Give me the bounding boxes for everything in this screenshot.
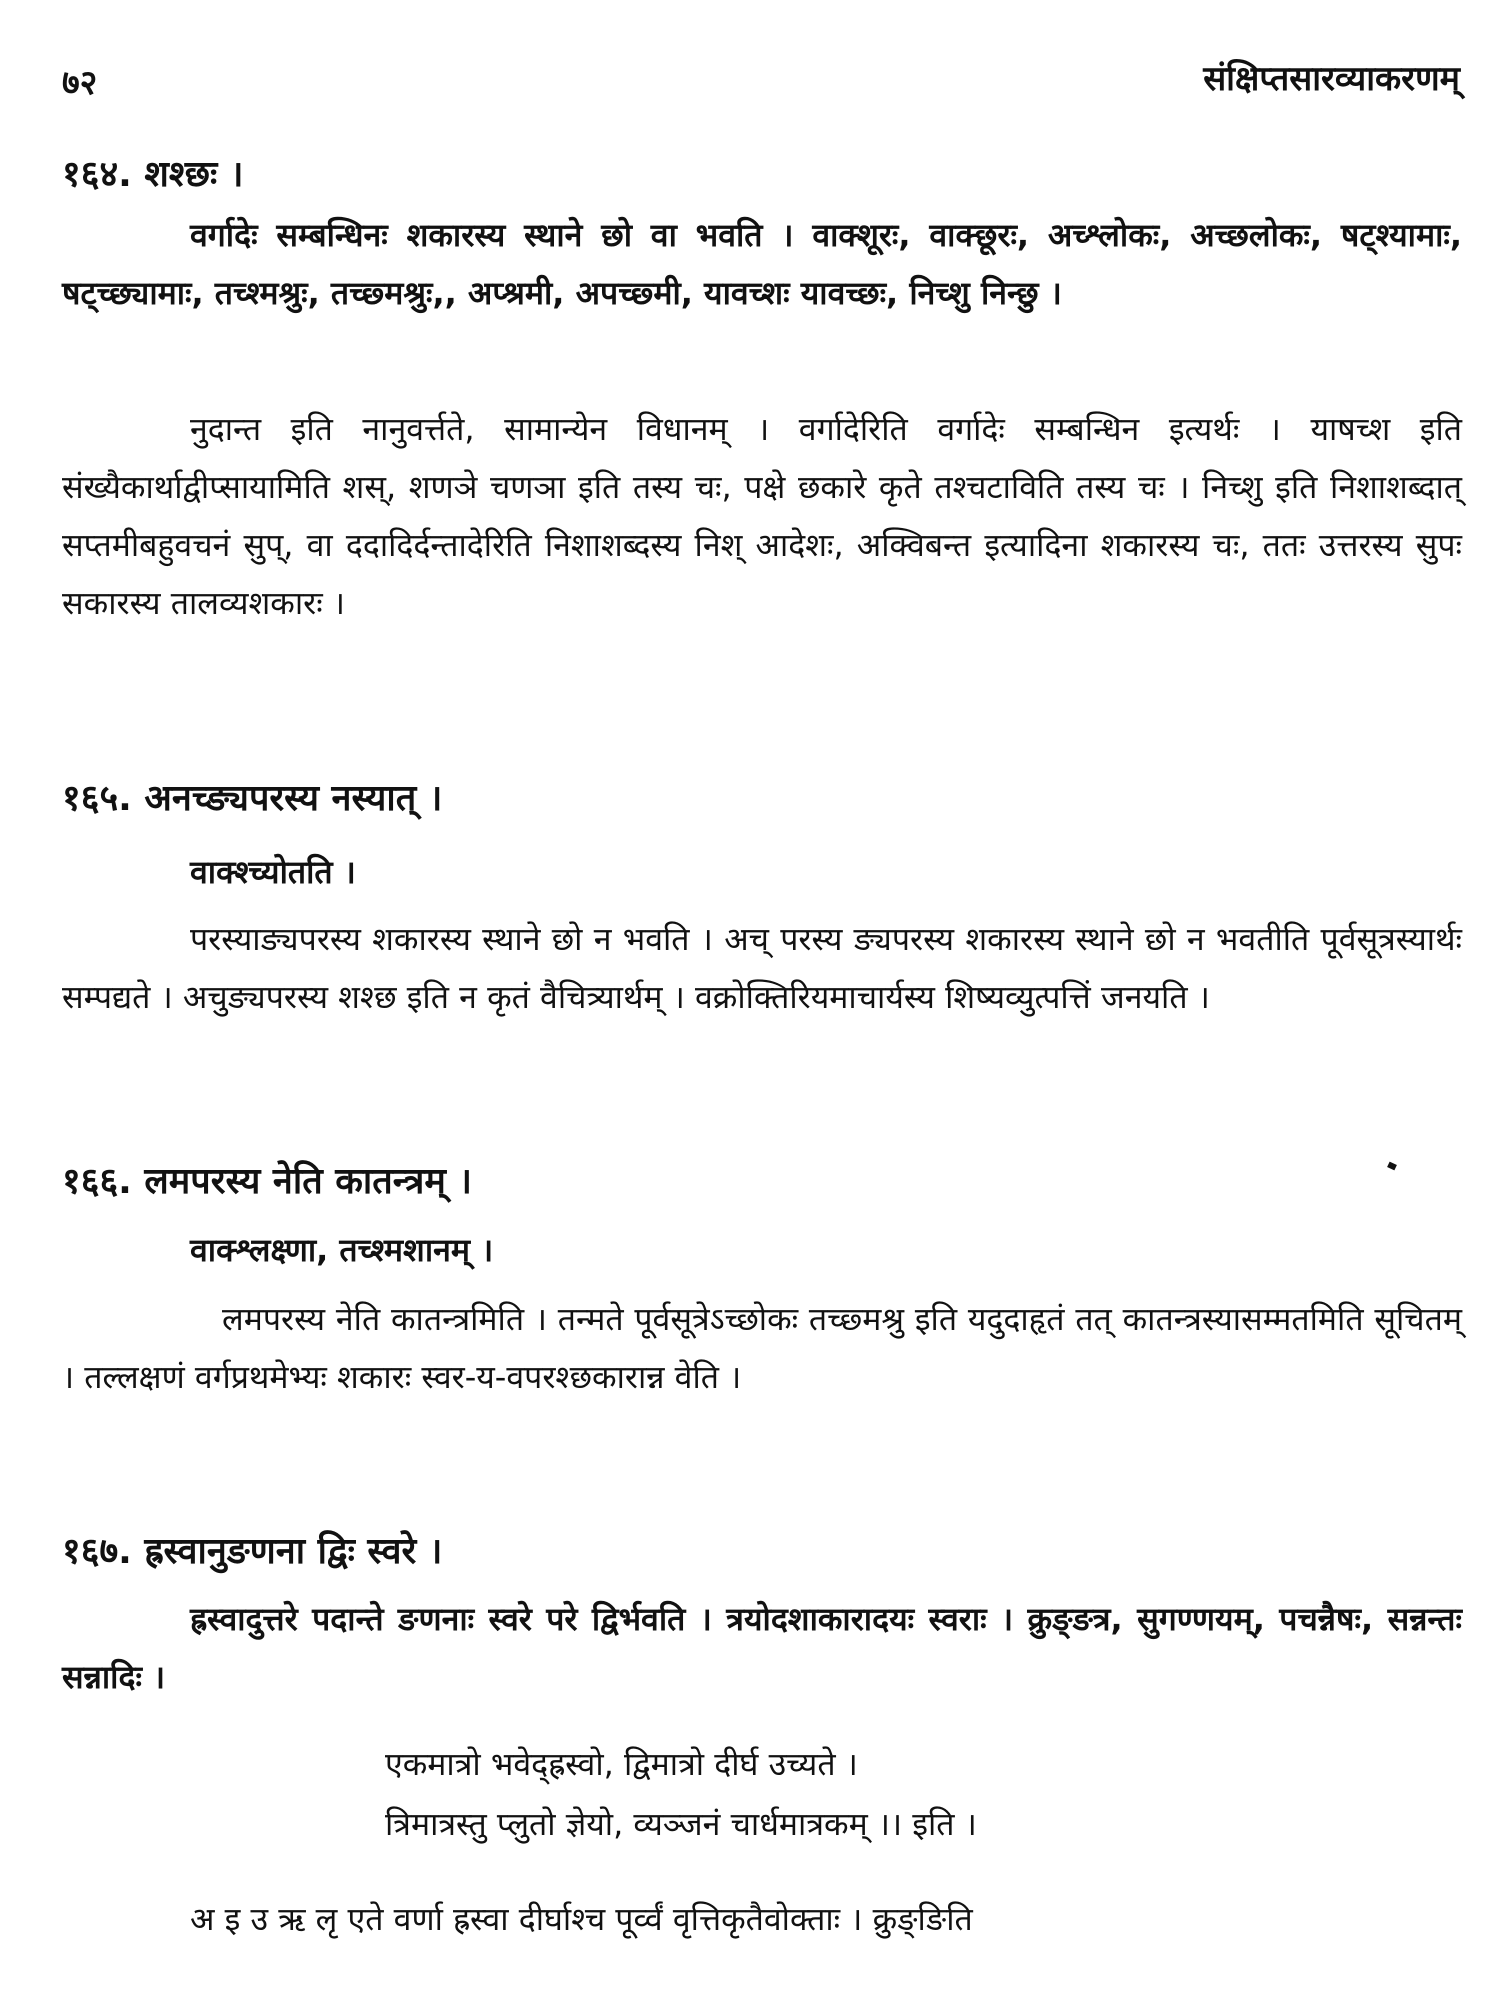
- page-number: ७२: [62, 63, 98, 103]
- sutra-heading-164: १६४. शश्छः ।: [62, 154, 244, 195]
- vritti-164: वर्गादेः सम्बन्धिनः शकारस्य स्थाने छो वा भवति । वाक्शूरः, वाक्छूरः, अच्श्लोकः, अच्छलोकः, षट्श्यामाः, षट्च्छ्यामाः, तच्श्मश्रुः, तच्छ्मश्रुः,, अप्श्रमी, अपच्छ्मी, यावच्शः यावच्छः, निच्शु निन्छु ।: [62, 216, 1462, 312]
- ink-speck: [1387, 1162, 1397, 1171]
- commentary-167: अ इ उ ऋ लृ एते वर्णा ह्रस्वा दीर्घाश्च पूर्व्वं वृत्तिकृतैवोक्ताः । क्रुङ्ङिति: [190, 1900, 973, 1938]
- commentary-166: लमपरस्य नेति कातन्त्रमिति । तन्मते पूर्वसूत्रेऽच्छोकः तच्छ्मश्रु इति यदुदाहृतं तत् कातन्त्रस्यासम्मतमिति सूचितम् । तल्लक्षणं वर्गप्रथमेभ्यः शकारः स्वर-य-वपरश्छकारान्न वेति ।: [62, 1300, 1462, 1396]
- verse-line-2: त्रिमात्रस्तु प्लुतो ज्ञेयो, व्यञ्जनं चार्धमात्रकम् ।। इति ।: [385, 1805, 977, 1843]
- sutra-heading-166: १६६. लमपरस्य नेति कातन्त्रम् ।: [62, 1161, 473, 1202]
- commentary-164: नुदान्त इति नानुवर्त्तते, सामान्येन विधानम् । वर्गादेरिति वर्गादेः सम्बन्धिन इत्यर्थः । याषच्श इति संख्यैकार्थाद्वीप्सायामिति शस्, शणञे चणञा इति तस्य चः, पक्षे छकारे कृते तश्चटाविति तस्य चः । निच्शु इति निशाशब्दात् सप्तमीबहुवचनं सुप्, वा ददादिर्दन्तादेरिति निशाशब्दस्य निश् आदेशः, अक्विबन्त इत्यादिना शकारस्य चः, ततः उत्तरस्य सुपः सकारस्य तालव्यशकारः ।: [62, 410, 1462, 622]
- commentary-165: परस्याङ्यपरस्य शकारस्य स्थाने छो न भवति । अच् परस्य ङ्यपरस्य शकारस्य स्थाने छो न भवतीति पूर्वसूत्रस्यार्थः सम्पद्यते । अचुङ्यपरस्य शश्छ इति न कृतं वैचित्र्यार्थम् । वक्रोक्तिरियमाचार्यस्य शिष्यव्युत्पत्तिं जनयति ।: [62, 920, 1462, 1016]
- example-166: वाक्श्लक्ष्णा, तच्श्मशानम् ।: [190, 1231, 494, 1269]
- vritti-167: ह्रस्वादुत्तरे पदान्ते ङणनाः स्वरे परे द्विर्भवति । त्रयोदशाकारादयः स्वराः । क्रुङ्ङत्र, सुगण्णयम्, पचन्नैषः, सन्नन्तः सन्नादिः ।: [62, 1600, 1462, 1696]
- sutra-heading-167: १६७. ह्रस्वानुङणना द्विः स्वरे ।: [62, 1531, 443, 1572]
- example-165: वाक्श्च्योतति ।: [190, 853, 356, 891]
- sutra-heading-165: १६५. अनच्ङ्यपरस्य नस्यात् ।: [62, 778, 443, 819]
- verse-line-1: एकमात्रो भवेद्ह्रस्वो, द्विमात्रो दीर्घ उच्यते ।: [385, 1745, 858, 1783]
- running-title: संक्षिप्तसारव्याकरणम्: [1203, 59, 1460, 99]
